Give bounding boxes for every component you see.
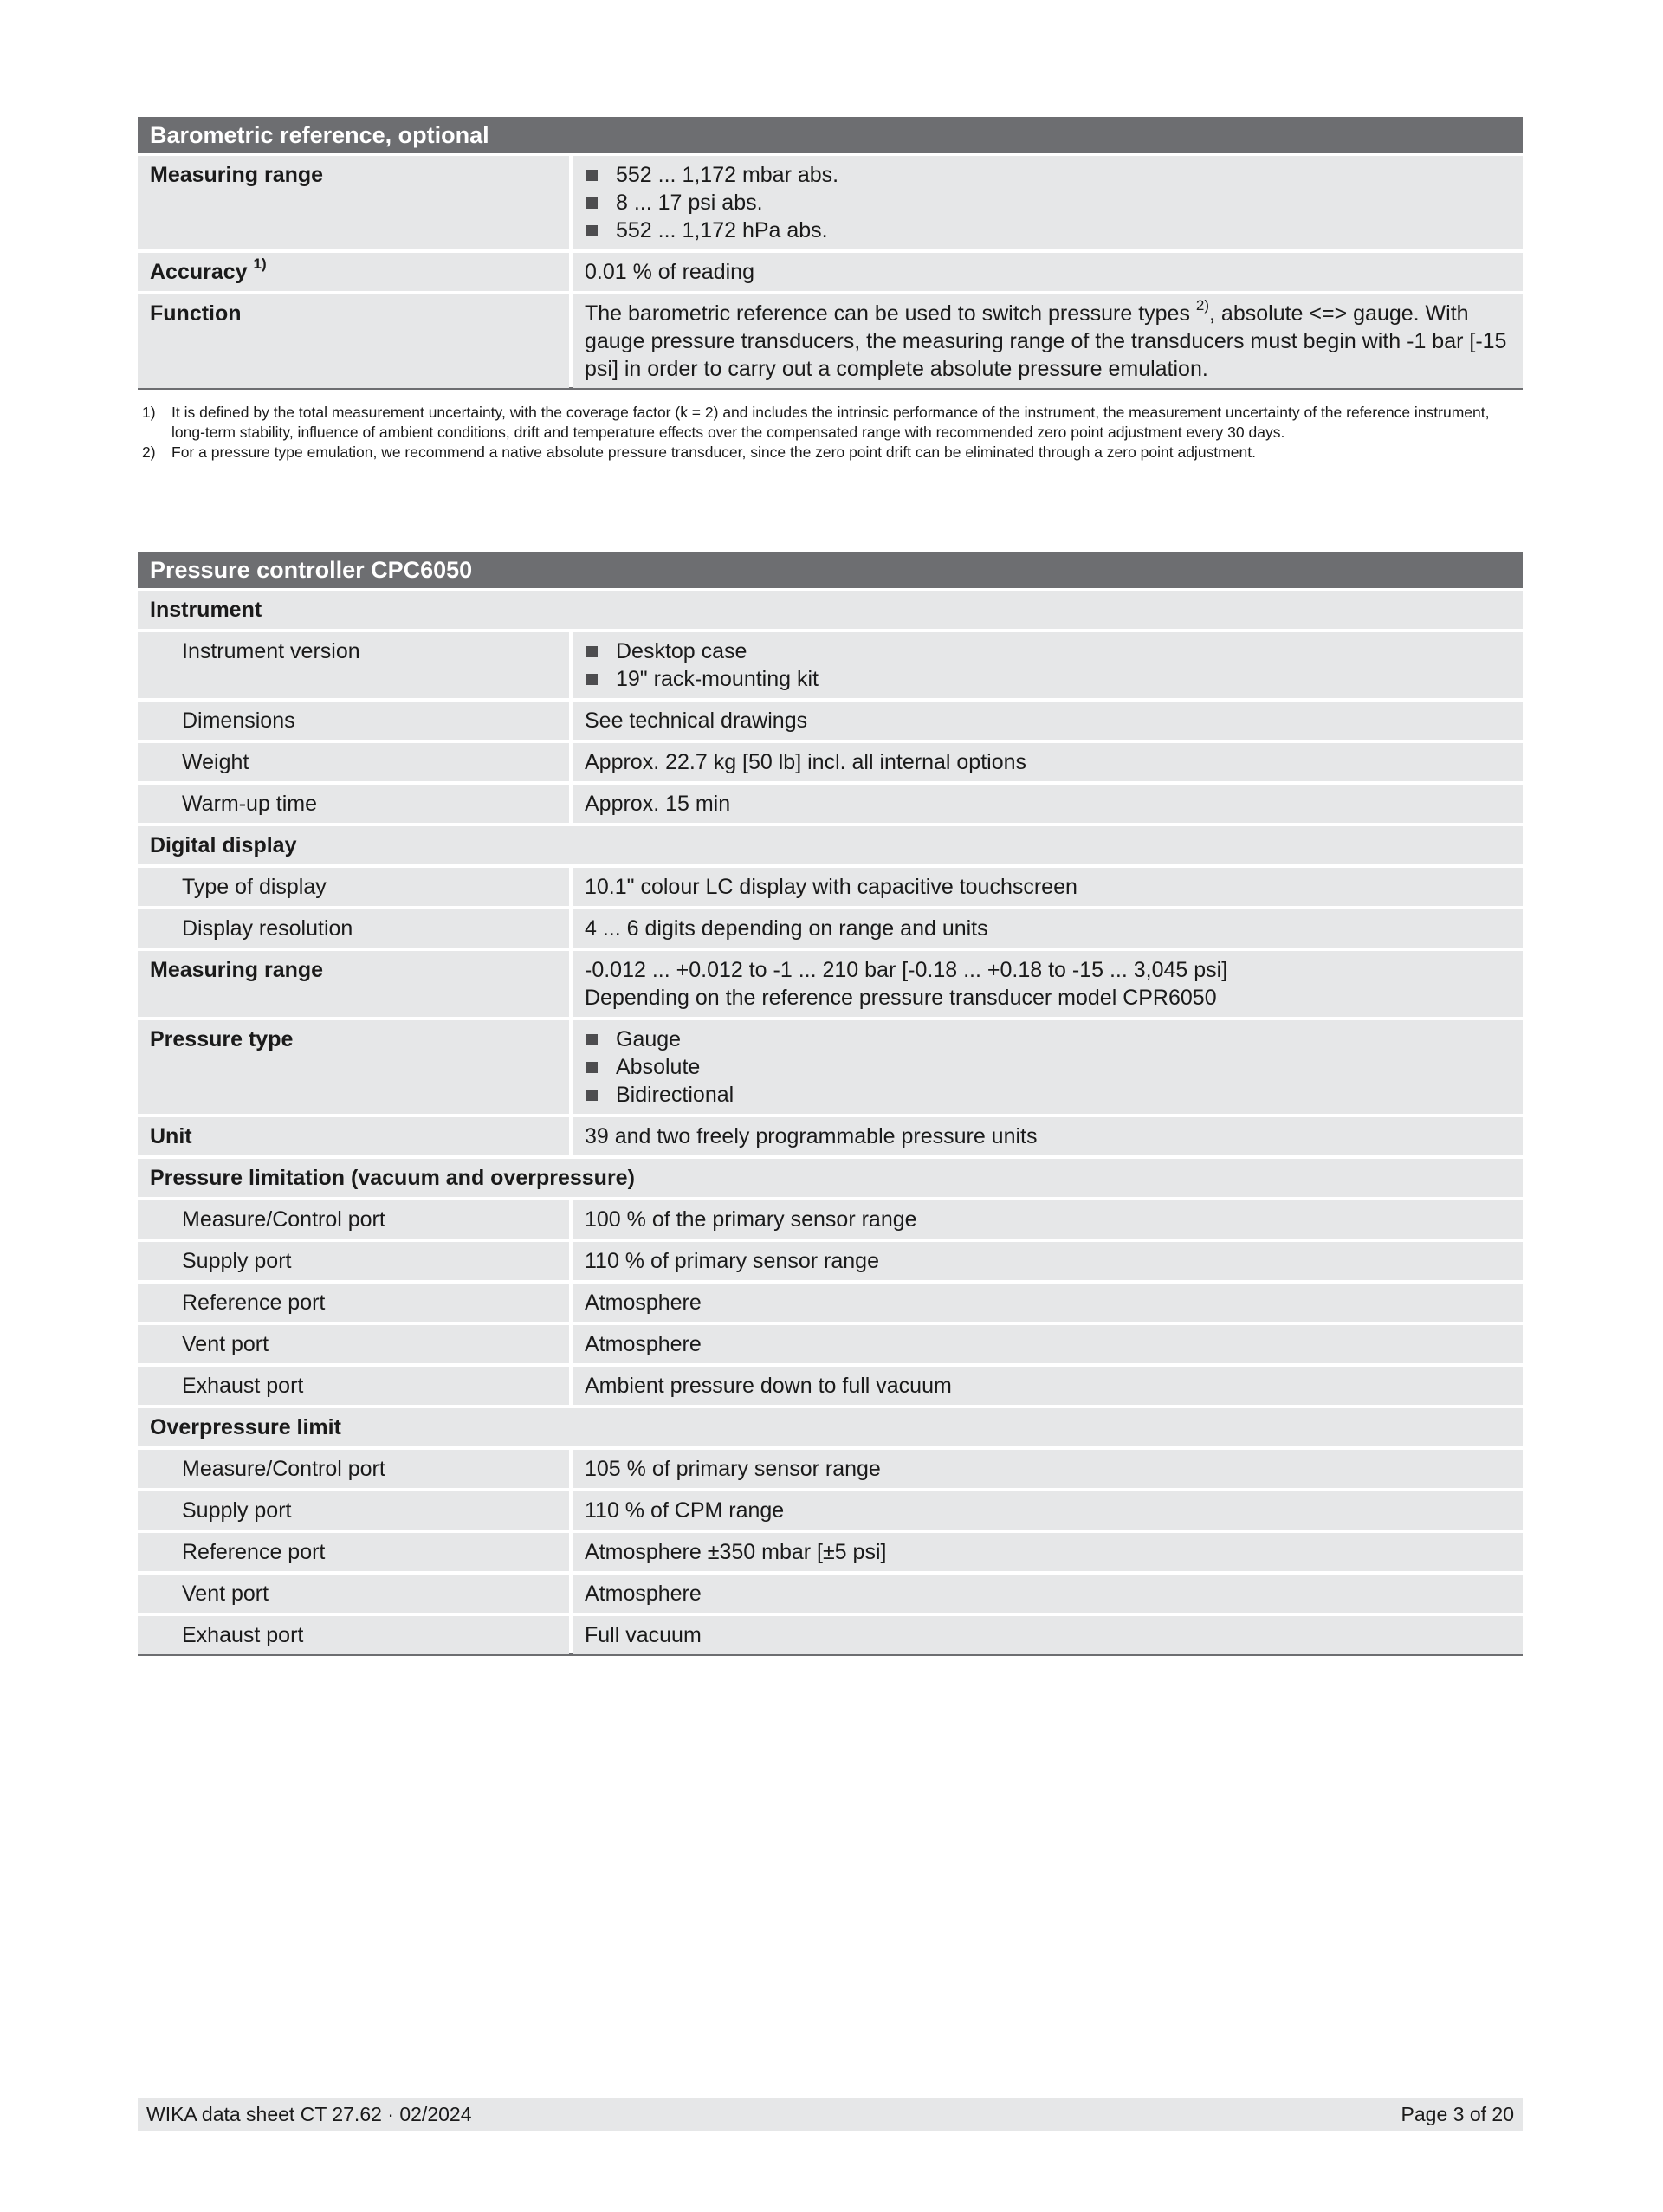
row-value [573, 156, 1523, 249]
square-bullet-icon [586, 1090, 598, 1101]
group-heading: Overpressure limit [138, 1408, 1523, 1446]
table-row [138, 1367, 1523, 1405]
row-value: 100 % of the primary sensor range [573, 1200, 1523, 1239]
list-item: Desktop case [585, 637, 1511, 665]
table-row [138, 1284, 1523, 1322]
table-row [138, 1491, 1523, 1530]
table-row [138, 826, 1523, 864]
table-row [138, 1616, 1523, 1654]
table-row [138, 702, 1523, 740]
list-item: Absolute [585, 1053, 1511, 1081]
table-row [138, 591, 1523, 629]
row-label: Supply port [138, 1242, 569, 1280]
table-row [138, 156, 1523, 249]
list-item: 552 ... 1,172 mbar abs. [585, 161, 1511, 189]
table-row [138, 1159, 1523, 1197]
list-item: Gauge [585, 1025, 1511, 1053]
table-row [138, 1533, 1523, 1571]
table-row [138, 294, 1523, 388]
row-label: Measuring range [138, 156, 569, 249]
row-label: Accuracy $^{1)}$ [138, 253, 569, 291]
list-item: Bidirectional [585, 1081, 1511, 1109]
row-value: Atmosphere ±350 mbar [±5 psi] [573, 1533, 1523, 1571]
table-row [138, 1242, 1523, 1280]
footnote-ref: 1) [253, 255, 267, 272]
row-label: Reference port [138, 1284, 569, 1322]
row-label: Exhaust port [138, 1367, 569, 1405]
square-bullet-icon [586, 646, 598, 657]
list-item: 552 ... 1,172 hPa abs. [585, 217, 1511, 244]
table-row [138, 1408, 1523, 1446]
table-row [138, 1200, 1523, 1239]
group-heading: Instrument [138, 591, 1523, 629]
row-value: 105 % of primary sensor range [573, 1450, 1523, 1488]
table-row [138, 785, 1523, 823]
square-bullet-icon [586, 197, 598, 209]
row-label: Warm-up time [138, 785, 569, 823]
row-value: 0.01 % of reading [573, 253, 1523, 291]
barometric-reference-table [138, 117, 1523, 390]
row-label: Pressure type [138, 1020, 569, 1114]
bullet-list [585, 1025, 1511, 1109]
row-label: Function [138, 294, 569, 388]
row-label: Vent port [138, 1325, 569, 1363]
row-value: Atmosphere [573, 1325, 1523, 1363]
row-value [573, 632, 1523, 698]
row-value: 110 % of primary sensor range [573, 1242, 1523, 1280]
table-row [138, 868, 1523, 906]
row-value: 110 % of CPM range [573, 1491, 1523, 1530]
square-bullet-icon [586, 225, 598, 236]
table-row [138, 1117, 1523, 1155]
section-title: Pressure controller CPC6050 [138, 552, 1523, 588]
row-value: The barometric reference can be used to switch pressure types $^{2)}$, absolute <=> gauge. With gauge pressure transducers, the measuring range of the transducers must begin with -1 bar [-15 psi] in order to carry out a complete absolute pressure emulation. [573, 294, 1523, 388]
table-row [138, 951, 1523, 1017]
row-value: Approx. 15 min [573, 785, 1523, 823]
group-heading: Digital display [138, 826, 1523, 864]
footnote: 2) For a pressure type emulation, we recommend a native absolute pressure transducer, since the zero point drift can be eliminated through a zero point adjustment. [142, 443, 1256, 461]
list-item: 8 ... 17 psi abs. [585, 189, 1511, 217]
row-label: Exhaust port [138, 1616, 569, 1654]
bullet-list [585, 637, 1511, 693]
row-label: Dimensions [138, 702, 569, 740]
table-row [138, 743, 1523, 781]
row-label: Instrument version [138, 632, 569, 698]
row-value: 4 ... 6 digits depending on range and units [573, 909, 1523, 948]
pressure-controller-table [138, 552, 1523, 1656]
square-bullet-icon [586, 1034, 598, 1045]
row-label: Measure/Control port [138, 1200, 569, 1239]
section-title: Barometric reference, optional [138, 117, 1523, 153]
table-row [138, 632, 1523, 698]
bullet-list [585, 161, 1511, 244]
table-row [138, 1575, 1523, 1613]
table-row [138, 909, 1523, 948]
row-label: Vent port [138, 1575, 569, 1613]
square-bullet-icon [586, 674, 598, 685]
page-footer [138, 2098, 1523, 2131]
row-value: Ambient pressure down to full vacuum [573, 1367, 1523, 1405]
row-value: Atmosphere [573, 1575, 1523, 1613]
list-item: 19" rack-mounting kit [585, 665, 1511, 693]
row-value: See technical drawings [573, 702, 1523, 740]
row-label: Supply port [138, 1491, 569, 1530]
row-label: Unit [138, 1117, 569, 1155]
row-value: 10.1" colour LC display with capacitive touchscreen [573, 868, 1523, 906]
table-row [138, 253, 1523, 291]
row-value: -0.012 ... +0.012 to -1 ... 210 bar [-0.18 ... +0.18 to -15 ... 3,045 psi] Depending on the reference pressure transducer model CPR6050 [573, 951, 1523, 1017]
square-bullet-icon [586, 1062, 598, 1073]
footnote-ref: 2) [1195, 296, 1210, 314]
row-label: Measure/Control port [138, 1450, 569, 1488]
table-row [138, 1020, 1523, 1114]
row-label: Reference port [138, 1533, 569, 1571]
row-label: Weight [138, 743, 569, 781]
page-number: Page 3 of 20 [1401, 2103, 1514, 2125]
table-row [138, 1450, 1523, 1488]
row-value: 39 and two freely programmable pressure units [573, 1117, 1523, 1155]
row-value: Atmosphere [573, 1284, 1523, 1322]
row-value: Approx. 22.7 kg [50 lb] incl. all internal options [573, 743, 1523, 781]
footnotes [138, 403, 1523, 462]
table-row [138, 1325, 1523, 1363]
datasheet-reference: WIKA data sheet CT 27.62 · 02/2024 [146, 2103, 472, 2125]
square-bullet-icon [586, 170, 598, 181]
row-value [573, 1020, 1523, 1114]
row-label: Display resolution [138, 909, 569, 948]
row-label: Measuring range [138, 951, 569, 1017]
row-value: Full vacuum [573, 1616, 1523, 1654]
footnote: 1) It is defined by the total measurement uncertainty, with the coverage factor (k = 2) and includes the intrinsic performance of the instrument, the measurement uncertainty of the reference instrument, long-term stability, influence of ambient conditions, drift and temperature effects over the compensated range with recommended zero point adjustment every 30 days. [142, 404, 1490, 441]
row-label: Type of display [138, 868, 569, 906]
group-heading: Pressure limitation (vacuum and overpressure) [138, 1159, 1523, 1197]
